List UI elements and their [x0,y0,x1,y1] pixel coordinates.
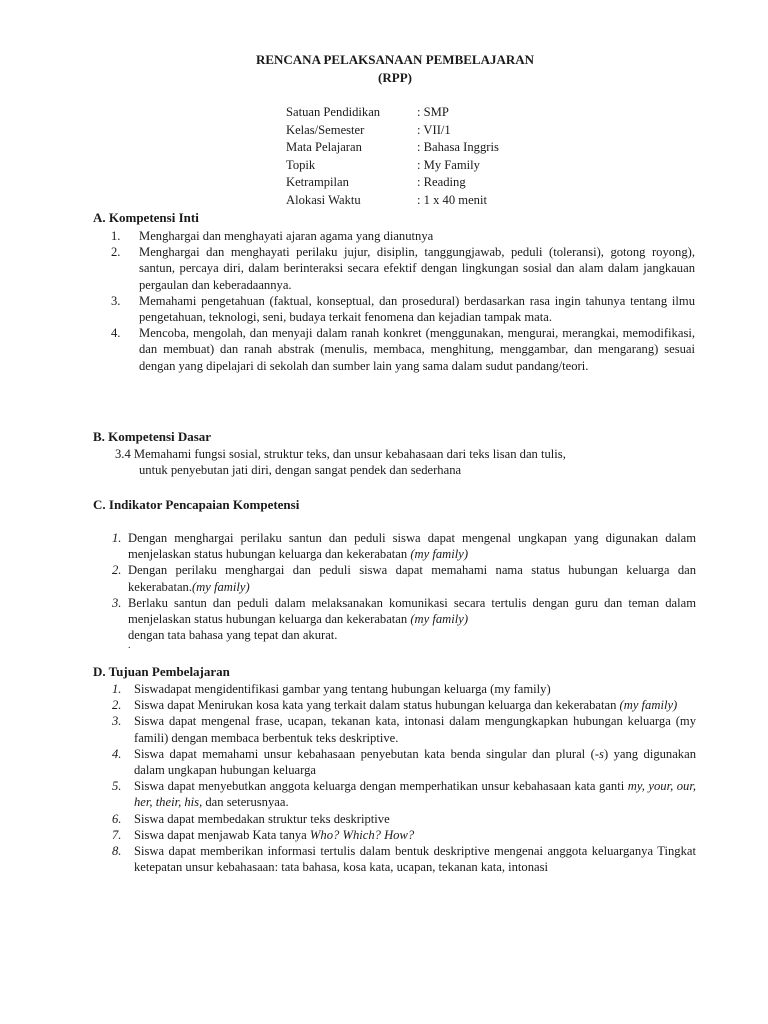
list-item [111,325,695,374]
meta-value: : My Family [417,157,480,172]
section-d-list [110,681,696,875]
list-item [111,244,695,293]
meta-value: : Bahasa Inggris [417,140,499,155]
item-text: Siswa dapat Menirukan kosa kata yang terkait dalam status hubungan keluarga dan kekerabatan [134,698,617,713]
item-number: 1. [112,531,122,545]
section-a-heading: A. Kompetensi Inti [93,210,199,225]
item-number: 7. [112,827,122,842]
item-text: Berlaku santun dan peduli dalam melaksanakan komunikasi secara tertulis dengan guru dan teman dalam menjelaskan status hubungan keluarga dan kekerabatan [128,595,696,627]
title-line-2: (RPP) [378,70,412,85]
list-item [110,827,696,843]
list-item [110,811,696,827]
list-item [111,228,695,244]
meta-label: Mata Pelajaran [286,140,362,155]
item-text: Memahami pengetahuan (faktual, konseptual, dan prosedural) berdasarkan rasa ingin tahunya tentang ilmu pengetahuan, teknologi, seni, budaya terkait fenomena dan kejadian tampak mata. [139,293,695,325]
item-number: 8. [112,844,122,859]
meta-row-ketrampilan [286,174,499,192]
meta-row-mapel [286,139,499,157]
item-emphasis: (my family) [191,579,250,594]
item-text: Dengan menghargai perilaku santun dan peduli siswa dapat mengenal ungkapan yang digunakan dalam menjelaskan status hubungan keluarga dan kekerabatan [128,531,696,562]
meta-label: Kelas/Semester [286,122,365,137]
meta-value: : Reading [417,175,466,190]
meta-value: : SMP [417,105,449,119]
section-a-list [111,228,695,374]
kd-line-1: 3.4 Memahami fungsi sosial, struktur teks, dan unsur kebahasaan dari teks lisan dan tulis, [115,447,566,461]
item-text: Siswa dapat membedakan struktur teks deskriptive [134,811,390,826]
item-text: Siswa dapat memahami unsur kebahasaan penyebutan kata benda singular dan plural ( [134,746,595,761]
item-emphasis: (my family) [619,698,678,713]
item-tail: ) yang digunakan dalam ungkapan hubungan keluarga [134,746,696,778]
item-number: 2. [111,245,121,260]
item-number: 1. [112,682,122,696]
meta-value: : 1 x 40 menit [417,192,487,207]
item-number: 2. [112,698,122,713]
item-emphasis: my, your, our, her, their, his, [134,779,696,810]
list-item [110,697,696,713]
item-emphasis: -s [594,746,604,761]
item-emphasis: Who? Which? How? [309,827,415,842]
meta-row-kelas [286,122,499,140]
list-item [110,713,696,745]
item-number: 3. [112,595,122,610]
item-text: Siswa dapat mengenal frase, ucapan, tekanan kata, intonasi dalam mengungkapkan hubungan keluarga (my famili) dengan membaca berbentuk teks deskriptive. [134,714,696,745]
section-c-list [110,530,696,643]
meta-row-topik [286,157,499,175]
list-item [110,681,696,697]
list-item [110,595,696,644]
section-b-heading: B. Kompetensi Dasar [93,429,212,444]
item-number: 4. [112,746,122,761]
list-item [110,746,696,778]
item-number: 3. [112,714,122,729]
meta-label: Satuan Pendidikan [286,105,381,119]
kd-line-2: untuk penyebutan jati diri, dengan sangat pendek dan sederhana [139,463,462,478]
item-number: 4. [111,326,121,341]
item-text: Menghargai dan menghayati perilaku jujur, disiplin, tanggungjawab, peduli (toleransi), gotong royong), santun, percaya diri, dalam berinteraksi secara efektif dengan lingkungan sosial dan alam dalam jangkauan pergaulan dan keberadaannya. [139,245,695,292]
section-d-heading: D. Tujuan Pembelajaran [93,664,230,679]
item-text: Mencoba, mengolah, dan menyaji dalam ranah konkret (menggunakan, mengurai, merangkai, memodifikasi, dan membuat) dan ranah abstrak (menulis, membaca, menghitung, menggambar, dan mengarang) sesuai dengan yang dipelajari di sekolah dan sumber lain yang sama dalam sudut pandang/teori. [139,326,695,373]
item-number: 3. [111,293,121,308]
document-title [0,51,768,87]
item-emphasis: (my family) [410,612,469,627]
item-number: 6. [112,811,122,826]
identity-table [286,104,499,210]
list-item [110,562,696,594]
stray-dot: . [128,640,131,651]
meta-row-alokasi [286,192,499,210]
meta-label: Topik [286,157,316,172]
kompetensi-dasar-text [115,446,695,478]
item-number: 1. [111,229,121,243]
meta-label: Ketrampilan [286,175,349,190]
list-item [110,843,696,875]
item-text: Menghargai dan menghayati ajaran agama yang dianutnya [139,229,434,243]
item-emphasis: (my family) [410,547,469,562]
item-number: 5. [112,779,122,794]
item-tail: dan seterusnyaa. [202,795,289,810]
meta-label: Alokasi Waktu [286,192,361,207]
section-c-heading: C. Indikator Pencapaian Kompetensi [93,497,300,512]
item-text: Siswadapat mengidentifikasi gambar yang tentang hubungan keluarga (my family) [134,682,551,696]
item-tail: dengan tata bahasa yang tepat dan akurat. [128,628,338,643]
item-number: 2. [112,563,122,578]
meta-value: : VII/1 [417,122,451,137]
item-text: Siswa dapat menyebutkan anggota keluarga dengan memperhatikan unsur kebahasaan kata ganti [134,779,625,794]
list-item [110,530,696,562]
meta-row-satuan [286,104,499,122]
item-text: Siswa dapat memberikan informasi tertulis dalam bentuk deskriptive mengenai anggota keluarganya Tingkat ketepatan unsur kebahasaan: tata bahasa, kosa kata, ucapan, tekanan kata, intonasi [134,844,696,875]
title-line-1: RENCANA PELAKSANAAN PEMBELAJARAN [255,52,535,67]
item-text: Siswa dapat menjawab Kata tanya [134,827,307,842]
list-item [110,778,696,810]
item-text: Dengan perilaku menghargai dan peduli siswa dapat memahami nama status hubungan keluarga dan kekerabatan. [128,563,696,594]
list-item [111,293,695,325]
